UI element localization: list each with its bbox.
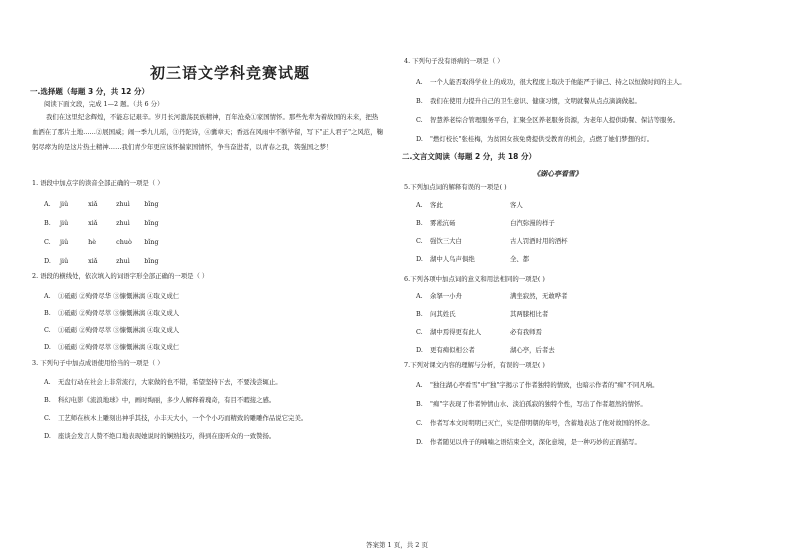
question-6-option-c[interactable]: C. 湖中焉得更有此人 必有我师焉 [416, 328, 542, 336]
passage-title: 《湖心亭看雪》 [533, 170, 582, 178]
question-3-option-c[interactable]: C. 工艺师在核木上雕刻出神乎其技，小丰天大小，一个个小巧而精致的雕雕作品说它完美。 [44, 414, 308, 422]
page-footer: 答案第 1 页，共 2 页 [365, 541, 429, 549]
question-5-option-c[interactable]: C. 强饮三大白 古人罚酒时用的酒杯 [416, 237, 568, 245]
section-classical-heading: 二.文言文阅读（每题 2 分，共 18 分） [402, 152, 536, 161]
question-6-option-b[interactable]: B. 问其姓氏 其两膝相比者 [416, 310, 549, 318]
question-4-option-a[interactable]: A. 一个人能否取得学业上的成功，很大程度上取决于他能严于律己、持之以恒做时间的主人。 [416, 78, 686, 86]
question-2-option-b[interactable]: B. ①砥砺 ②殉骨尽萃 ③慷慨淋漓 ④取义成人 [44, 309, 180, 317]
question-3-stem: 3. 下列句子中加点成语使用恰当的一项是（ ） [32, 359, 164, 367]
question-2-option-c[interactable]: C. ①砥砺 ②殉骨尽萃 ③慷慨淋漓 ④取义成人 [44, 326, 180, 334]
question-7-stem: 7.下列对课文内容的理解与分析，有误的一项是( ) [404, 361, 545, 369]
question-1-option-a[interactable]: A. jiǔ xiǎ zhuì bǐng [44, 200, 159, 208]
question-7-option-c[interactable]: C. 作者写本文时明明已灭亡，实是借明朝的年号，含蓄地表达了他对故国的怀念。 [416, 419, 654, 427]
reading-intro: 阅读下面文段，完成 1—2 题。（共 6 分） [44, 100, 164, 108]
question-4-stem: 4. 下列句子没有语病的一项是（ ） [404, 57, 504, 65]
question-1-stem: 1. 语段中加点字的读音全部正确的一项是（ ） [32, 179, 164, 187]
question-1-option-d[interactable]: D. jiǔ xiǎ zhuì bǐng [44, 257, 159, 265]
question-5-option-d[interactable]: D. 湖中人鸟声俱绝 全、都 [416, 255, 530, 263]
question-6-option-d[interactable]: D. 更有痴似相公者 湖心亭，后者去 [416, 346, 555, 354]
page-title: 初三语文学科竞赛试题 [150, 64, 311, 82]
question-5-stem: 5.下列加点词的解释有误的一项是( ) [404, 183, 507, 191]
question-3-option-a[interactable]: A. 无盘行动在社会上非常流行，大家做的也不错，希望坚持下去，不要浅尝辄止。 [44, 378, 282, 386]
question-4-option-b[interactable]: B. 我们在使用力提升自己的卫生意识、健康习惯，文明就餐从点点滴滴做起。 [416, 97, 641, 105]
question-7-option-b[interactable]: B. "痴"字表现了作者钟情山水、淡泊孤寂的独特个性，写出了作者超然的情怀。 [416, 400, 647, 408]
question-7-option-d[interactable]: D. 作者随见以舟子的喃喃之语结束全文，深化意境，是一种巧妙的正面描写。 [416, 438, 641, 446]
question-3-option-b[interactable]: B. 科幻电影《流浪地球》中，画时绚丽，多少人解释着瑰奇，有目不暇接之感。 [44, 396, 276, 404]
question-2-stem: 2. 语段的横线处，依次填入的词语字形全部正确的一项是（ ） [32, 272, 209, 280]
question-1-option-b[interactable]: B. jiǔ xiǎ zhuì bǐng [44, 219, 159, 227]
question-6-stem: 6.下列各项中加点词的意义和用法相同的一项是( ) [404, 275, 545, 283]
question-6-option-a[interactable]: A. 余拏一小舟 满坐寂然，无敢哗者 [416, 292, 568, 300]
question-5-option-b[interactable]: B. 雾凇沆砀 白汽弥漫的样子 [416, 219, 555, 227]
question-3-option-d[interactable]: D. 座谈会发言人赞不绝口地表现她说时的娴熟技巧，得到在座听众的一致赞扬。 [44, 432, 276, 440]
reading-paragraph: 我们在这里纪念辉煌，不能忘记艰辛。岁月长河激荡民族精神，百年沧桑①家国情怀。那些先辈为着故国的未来，把热血洒在了那片土地……②展国威；闹一季九儿瑶，③丹陀诗，④囊章天；香远在风雨中不断毕留，写下"正人君子"之风范，鞠躬尽瘁为的是这片热土精神……我们青少年更应该怀揣家国情怀，争当奋进者，以青春之我，筑强国之梦！ [32, 113, 383, 151]
question-1-option-c[interactable]: C. jiǔ hè chuò bǐng [44, 238, 159, 246]
question-2-option-a[interactable]: A. ①砥砺 ②殉骨尽华 ③慷慨淋漓 ④取义成仁 [44, 292, 180, 300]
question-5-option-a[interactable]: A. 客此 客人 [416, 201, 523, 209]
question-2-option-d[interactable]: D. ①砥砺 ②殉骨尽萃 ③慷慨淋漓 ④取义成仁 [44, 343, 180, 351]
section-choice-heading: 一.选择题（每题 3 分，共 12 分） [30, 87, 149, 96]
question-7-option-a[interactable]: A. "独往湖心亭看雪"中"独"字揭示了作者独特的情致，也暗示作者的"痴"不同凡响。 [416, 381, 659, 389]
question-4-option-c[interactable]: C. 智慧养老综合管理服务平台，汇聚全区养老服务资源，为老年人提供助餐、保洁等服务。 [416, 116, 680, 124]
question-4-option-d[interactable]: D. "燃灯校长"张桂梅，为贫困女孩免费提供受教育的机会，点燃了她们梦想的灯。 [416, 135, 654, 143]
